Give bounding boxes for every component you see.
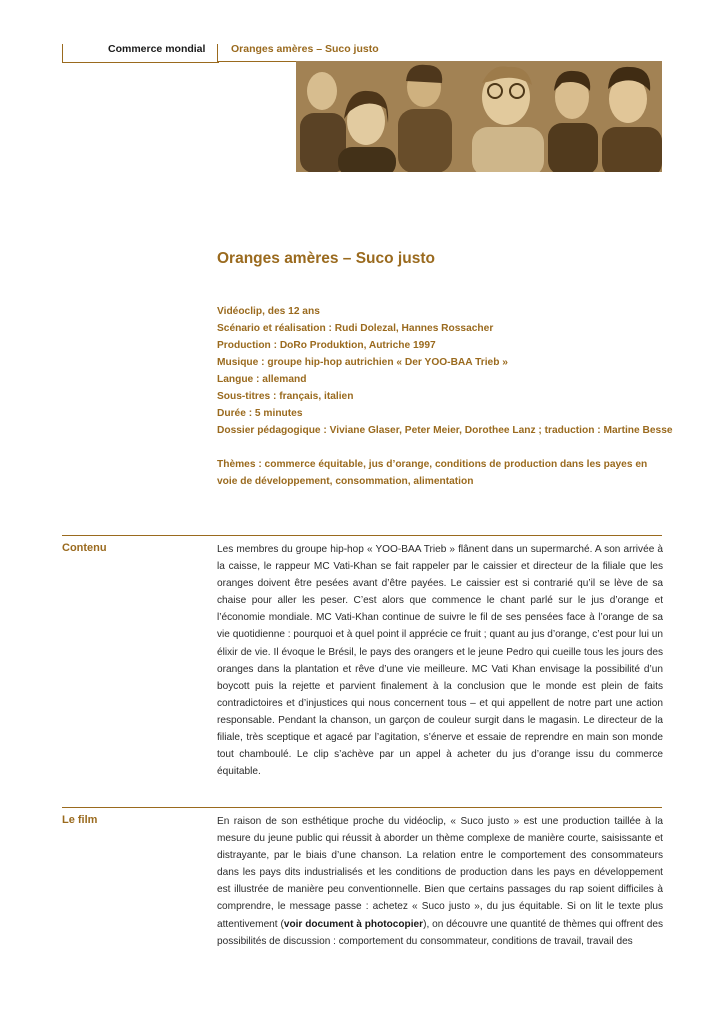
film-metadata <box>217 303 673 439</box>
meta-direction: Scénario et réalisation : Rudi Dolezal, Hannes Rossacher <box>217 323 494 334</box>
meta-music: Musique : groupe hip-hop autrichien « Der YOO-BAA Trieb » <box>217 357 508 368</box>
header-title: Oranges amères – Suco justo <box>231 43 379 55</box>
section-label-film: Le film <box>62 814 98 826</box>
meta-audience: Vidéoclip, des 12 ans <box>217 306 320 317</box>
section-text-contenu: Les membres du groupe hip-hop « YOO-BAA Trieb » flânent dans un supermarché. A son arrivée à la caisse, le rappeur MC Vati-Khan se fait rappeler par le caissier et directeur de la filiale que les oranges doivent être pesées avant d’être payées. Le caissier est si contrarié qu’il se lève de sa chaise pour aller les peser. C’est alors que commence le chant parlé sur le jus d’orange et l’économie mondiale. MC Vati-Khan continue de suivre le fil de ses pensées face à l’orange de sa vie quotidienne : pourquoi et à quel point il apprécie ce fruit ; quant au jus d’orange, c’est pour lui un élixir de vie. Il évoque le Brésil, le pays des orangers et le jeune Pedro qui cueille tous les jours des oranges dans la plantation et rêve d’une vie meilleure. MC Vati Khan envisage la possibilité d’un boycott puis la rejette et parvient finalement à la conclusion que le monde est plein de faits contradictoires et d’injustices qui nous concernent tous – et qui appellent de notre part une action responsable. Pendant la chanson, un garçon de couleur surgit dans le magasin. Le directeur de la filiale, très sceptique et agacé par l’agitation, s’énerve et essaie de reprendre en main son monde tout chamboulé. Le clip s’achève par un appel à acheter du jus d’orange issu du commerce équitable. <box>217 544 663 778</box>
meta-subtitles: Sous-titres : français, italien <box>217 391 354 402</box>
header-divider <box>217 44 218 62</box>
header-underline <box>218 61 296 62</box>
section-text-film <box>217 813 663 950</box>
meta-dossier: Dossier pédagogique : Viviane Glaser, Peter Meier, Dorothee Lanz ; traduction : Martine Besse <box>217 425 673 436</box>
meta-language: Langue : allemand <box>217 374 307 385</box>
header-section: Commerce mondial <box>108 43 206 55</box>
film-text-before: En raison de son esthétique proche du vidéoclip, « Suco justo » est une production taillée à la mesure du jeune public qui réussit à aborder un thème complexe de manière courte, saisissante et distrayante, par le biais d’une chanson. La relation entre le comportement des consommateurs dans les pays dits industrialisés et les conditions de production dans les pays en développement est illustrée de manière peu conventionnelle. Bien que certains passages du rap soient difficiles à comprendre, le message passe : achetez « Suco justo », du jus équitable. Si on lit le texte plus attentivement ( <box>217 816 663 930</box>
photocopy-document-link[interactable]: voir document à photocopier <box>283 918 424 930</box>
section-label-contenu: Contenu <box>62 542 107 554</box>
meta-production: Production : DoRo Produktion, Autriche 1997 <box>217 340 436 351</box>
meta-duration: Durée : 5 minutes <box>217 408 303 419</box>
document-title: Oranges amères – Suco justo <box>217 250 435 267</box>
section-divider-contenu <box>62 535 662 536</box>
film-text-after: ), on découvre une quantité de thèmes qui offrent des possibilités de discussion : comportement du consommateur, conditions de travail, travail des <box>217 918 663 947</box>
section-divider-film <box>62 807 662 808</box>
themes: Thèmes : commerce équitable, jus d’orange, conditions de production dans les payes en voie de développement, consommation, alimentation <box>217 459 648 487</box>
group-photo-illustration <box>296 61 662 172</box>
group-photo <box>296 61 662 172</box>
